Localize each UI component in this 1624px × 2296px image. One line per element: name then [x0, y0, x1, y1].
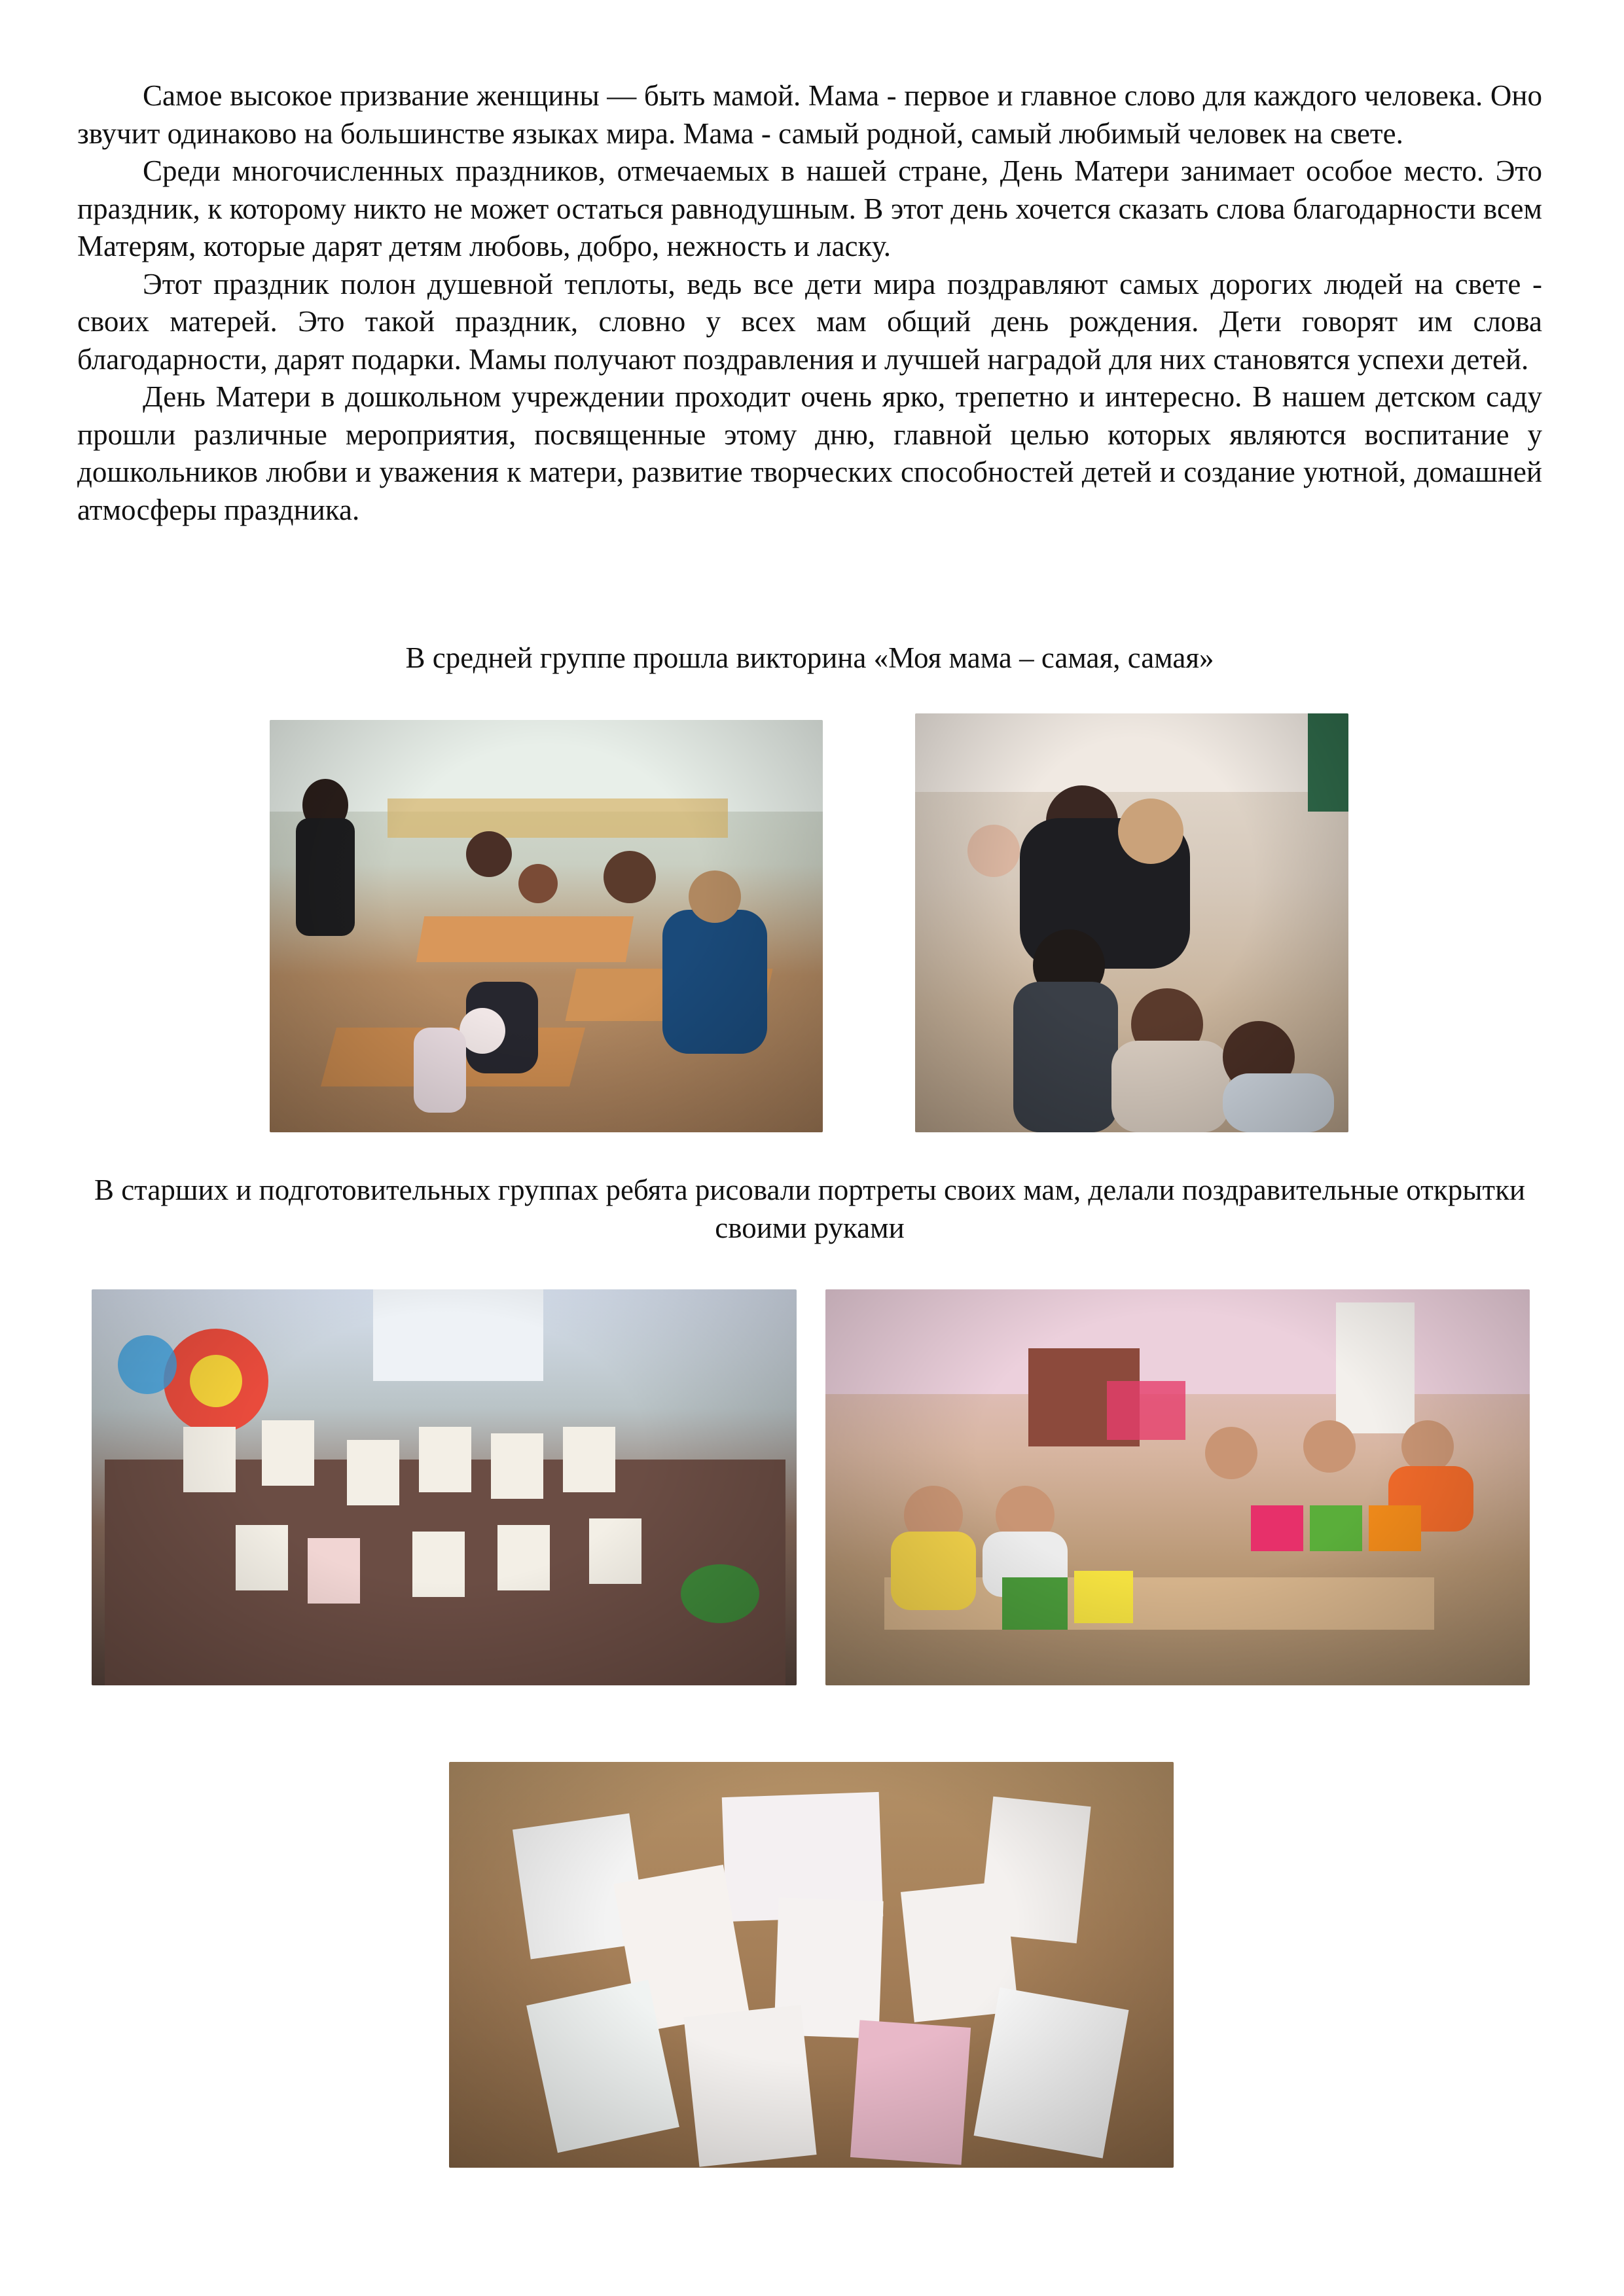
cards-photo: [825, 1289, 1530, 1685]
quiz-photo-1: [270, 720, 823, 1132]
books-photo: [449, 1762, 1174, 2168]
article-body: [77, 77, 1542, 529]
paragraph-1: Самое высокое призвание женщины — быть мамой. Мама - первое и главное слово для каждого человека. Оно звучит одинаково на большинстве языках мира. Мама - самый родной, самый любимый человек на свете.: [77, 79, 1542, 150]
paragraph-4: День Матери в дошкольном учреждении проходит очень ярко, трепетно и интересно. В нашем детском саду прошли различные мероприятия, посвященные этому дню, главной целью которых являются воспитание у дошкольников любви и уважения к матери, развитие творческих способностей детей и создание уютной, домашней атмосферы праздника.: [77, 380, 1542, 526]
portraits-photo: [92, 1289, 797, 1685]
paragraph-3: Этот праздник полон душевной теплоты, ведь все дети мира поздравляют самых дорогих людей на свете - своих матерей. Это такой праздник, словно у всех мам общий день рождения. Дети говорят им слова благодарности, дарят подарки. Мамы получают поздравления и лучшей наградой для них становятся успехи детей.: [77, 267, 1542, 376]
caption-portraits: В старших и подготовительных группах ребята рисовали портреты своих мам, делали поздравительные открытки своими руками: [94, 1174, 1526, 1244]
paragraph-2: Среди многочисленных праздников, отмечаемых в нашей стране, День Матери занимает особое место. Это праздник, к которому никто не может остаться равнодушным. В этот день хочется сказать слова благодарности всем Матерям, которые дарят детям любовь, добро, нежность и ласку.: [77, 154, 1542, 262]
caption-quiz: В средней группе прошла викторина «Моя мама – самая, самая»: [405, 641, 1214, 674]
quiz-photo-2: [915, 713, 1348, 1132]
